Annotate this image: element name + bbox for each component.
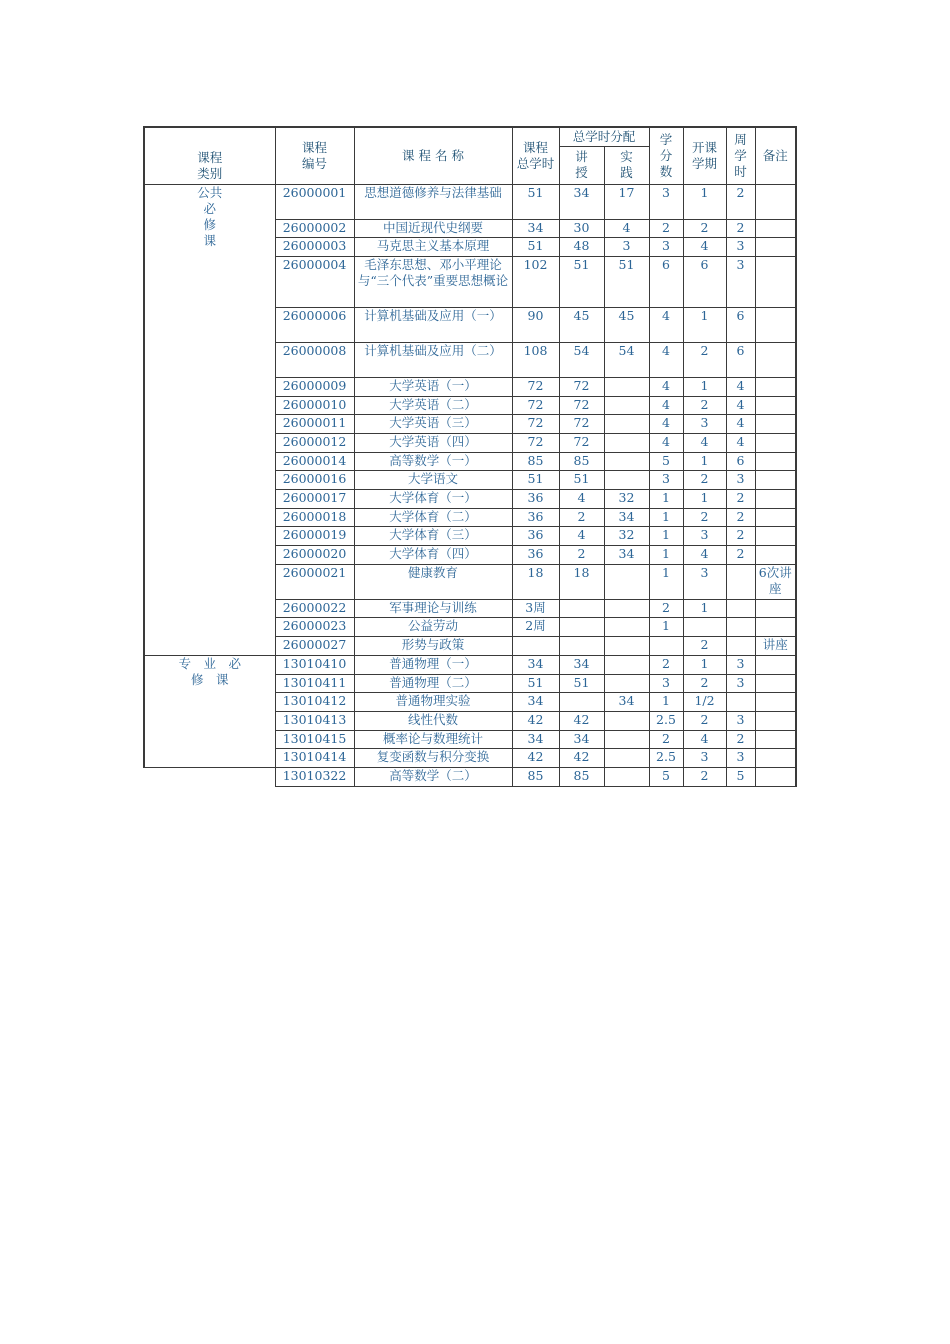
note-cell (755, 415, 796, 434)
total-cell: 51 (512, 674, 559, 693)
code-cell: 13010411 (275, 674, 354, 693)
name-cell: 复变函数与积分变换 (354, 749, 512, 768)
credit-cell: 3 (649, 471, 683, 490)
name-cell: 普通物理（一） (354, 655, 512, 674)
total-cell: 42 (512, 749, 559, 768)
code-cell: 26000027 (275, 637, 354, 656)
lecture-cell (559, 599, 604, 618)
lecture-cell: 30 (559, 219, 604, 238)
lecture-cell: 34 (559, 184, 604, 219)
credit-cell: 4 (649, 396, 683, 415)
lecture-cell: 51 (559, 471, 604, 490)
lecture-cell: 72 (559, 433, 604, 452)
name-cell: 高等数学（一） (354, 452, 512, 471)
credit-cell (649, 637, 683, 656)
total-cell: 3周 (512, 599, 559, 618)
course-rows (144, 184, 796, 786)
credit-cell: 4 (649, 415, 683, 434)
name-cell: 公益劳动 (354, 618, 512, 637)
total-cell (512, 637, 559, 656)
code-cell: 26000022 (275, 599, 354, 618)
credit-cell: 6 (649, 256, 683, 307)
name-cell: 线性代数 (354, 711, 512, 730)
weekly-cell: 3 (726, 471, 755, 490)
note-cell (755, 219, 796, 238)
credit-cell: 1 (649, 527, 683, 546)
practice-cell: 34 (604, 546, 649, 565)
category-cell (144, 655, 275, 767)
code-cell: 26000008 (275, 342, 354, 377)
weekly-cell: 4 (726, 433, 755, 452)
credit-cell: 1 (649, 508, 683, 527)
semester-cell: 2 (683, 674, 726, 693)
weekly-cell: 4 (726, 396, 755, 415)
note-cell (755, 655, 796, 674)
practice-cell (604, 471, 649, 490)
credit-cell: 2.5 (649, 749, 683, 768)
lecture-cell (559, 637, 604, 656)
code-cell: 26000003 (275, 238, 354, 257)
name-cell: 普通物理（二） (354, 674, 512, 693)
note-cell (755, 396, 796, 415)
credit-cell: 3 (649, 238, 683, 257)
header-row-top (144, 127, 796, 146)
semester-cell: 1 (683, 377, 726, 396)
practice-cell (604, 618, 649, 637)
semester-header: 开课 学期 (683, 127, 726, 184)
credit-cell: 1 (649, 618, 683, 637)
lecture-cell: 2 (559, 546, 604, 565)
weekly-cell (726, 693, 755, 712)
lecture-cell: 2 (559, 508, 604, 527)
lecture-cell: 72 (559, 377, 604, 396)
note-cell (755, 674, 796, 693)
credit-cell: 1 (649, 564, 683, 599)
code-cell: 26000017 (275, 490, 354, 509)
weekly-cell: 5 (726, 767, 755, 786)
total-cell: 36 (512, 490, 559, 509)
semester-cell: 2 (683, 711, 726, 730)
note-cell (755, 490, 796, 509)
name-cell: 大学英语（三） (354, 415, 512, 434)
name-cell: 大学体育（四） (354, 546, 512, 565)
note-cell (755, 599, 796, 618)
empty-category-cell (144, 767, 275, 786)
credit-cell: 5 (649, 767, 683, 786)
course-plan-sheet (143, 126, 797, 787)
total-cell: 34 (512, 730, 559, 749)
weekly-cell: 4 (726, 415, 755, 434)
semester-cell: 6 (683, 256, 726, 307)
weekly-cell: 3 (726, 674, 755, 693)
code-cell: 26000006 (275, 307, 354, 342)
note-cell (755, 749, 796, 768)
note-cell: 6次讲座 (755, 564, 796, 599)
credit-header: 学 分 数 (649, 127, 683, 184)
semester-cell: 3 (683, 415, 726, 434)
name-cell: 普通物理实验 (354, 693, 512, 712)
practice-cell: 34 (604, 508, 649, 527)
practice-cell (604, 637, 649, 656)
practice-cell (604, 599, 649, 618)
code-cell: 26000021 (275, 564, 354, 599)
semester-cell: 3 (683, 527, 726, 546)
total-cell: 34 (512, 655, 559, 674)
weekly-cell: 3 (726, 749, 755, 768)
name-cell: 高等数学（二） (354, 767, 512, 786)
total-cell: 36 (512, 527, 559, 546)
note-cell (755, 730, 796, 749)
course-table (143, 126, 797, 787)
semester-cell: 1 (683, 490, 726, 509)
lecture-cell (559, 693, 604, 712)
lecture-cell: 45 (559, 307, 604, 342)
semester-cell: 4 (683, 238, 726, 257)
weekly-cell: 2 (726, 490, 755, 509)
code-cell: 26000004 (275, 256, 354, 307)
weekly-cell (726, 599, 755, 618)
name-cell: 健康教育 (354, 564, 512, 599)
category-header: 课程 类别 (144, 127, 275, 184)
semester-cell: 2 (683, 471, 726, 490)
total-hours-header: 课程 总学时 (512, 127, 559, 184)
lecture-cell: 51 (559, 256, 604, 307)
total-cell: 42 (512, 711, 559, 730)
weekly-hours-header: 周 学 时 (726, 127, 755, 184)
practice-cell: 51 (604, 256, 649, 307)
code-cell: 26000010 (275, 396, 354, 415)
total-cell: 18 (512, 564, 559, 599)
total-cell: 108 (512, 342, 559, 377)
total-cell: 72 (512, 377, 559, 396)
name-header: 课 程 名 称 (354, 127, 512, 184)
weekly-cell (726, 618, 755, 637)
practice-cell: 17 (604, 184, 649, 219)
hours-distribution-header: 总学时分配 (559, 127, 649, 146)
lecture-cell: 51 (559, 674, 604, 693)
code-cell: 26000023 (275, 618, 354, 637)
practice-cell: 45 (604, 307, 649, 342)
total-cell: 102 (512, 256, 559, 307)
practice-cell (604, 415, 649, 434)
note-cell (755, 471, 796, 490)
credit-cell: 4 (649, 433, 683, 452)
practice-cell (604, 377, 649, 396)
practice-cell (604, 452, 649, 471)
note-cell (755, 508, 796, 527)
weekly-cell: 2 (726, 508, 755, 527)
code-cell: 26000019 (275, 527, 354, 546)
note-cell (755, 238, 796, 257)
weekly-cell: 3 (726, 711, 755, 730)
code-cell: 13010415 (275, 730, 354, 749)
weekly-cell: 2 (726, 730, 755, 749)
note-cell (755, 693, 796, 712)
weekly-cell: 6 (726, 307, 755, 342)
category-label: 专 业 必 修 课 (178, 655, 241, 687)
lecture-cell: 4 (559, 490, 604, 509)
code-cell: 26000016 (275, 471, 354, 490)
note-cell (755, 307, 796, 342)
practice-cell (604, 711, 649, 730)
lecture-cell: 34 (559, 655, 604, 674)
weekly-cell: 2 (726, 219, 755, 238)
total-cell: 51 (512, 471, 559, 490)
name-cell: 大学英语（四） (354, 433, 512, 452)
note-cell (755, 377, 796, 396)
name-cell: 军事理论与训练 (354, 599, 512, 618)
lecture-cell: 72 (559, 415, 604, 434)
code-header: 课程 编号 (275, 127, 354, 184)
note-cell (755, 618, 796, 637)
semester-cell: 4 (683, 546, 726, 565)
table-row (144, 184, 796, 219)
credit-cell: 5 (649, 452, 683, 471)
note-cell (755, 342, 796, 377)
note-cell (755, 433, 796, 452)
lecture-cell: 54 (559, 342, 604, 377)
practice-cell (604, 396, 649, 415)
credit-cell: 1 (649, 693, 683, 712)
code-cell: 13010412 (275, 693, 354, 712)
table-row (144, 767, 796, 786)
lecture-cell: 72 (559, 396, 604, 415)
total-cell: 72 (512, 433, 559, 452)
name-cell: 毛泽东思想、邓小平理论与“三个代表”重要思想概论 (354, 256, 512, 307)
code-cell: 13010413 (275, 711, 354, 730)
name-cell: 计算机基础及应用（一） (354, 307, 512, 342)
practice-cell (604, 767, 649, 786)
semester-cell: 2 (683, 342, 726, 377)
lecture-cell: 48 (559, 238, 604, 257)
name-cell: 形势与政策 (354, 637, 512, 656)
practice-cell: 32 (604, 490, 649, 509)
semester-cell: 2 (683, 508, 726, 527)
lecture-cell (559, 618, 604, 637)
semester-cell: 2 (683, 396, 726, 415)
weekly-cell: 4 (726, 377, 755, 396)
total-cell: 34 (512, 693, 559, 712)
total-cell: 36 (512, 546, 559, 565)
practice-cell: 34 (604, 693, 649, 712)
weekly-cell: 3 (726, 655, 755, 674)
weekly-cell: 2 (726, 546, 755, 565)
note-cell (755, 546, 796, 565)
name-cell: 思想道德修养与法律基础 (354, 184, 512, 219)
semester-cell: 1/2 (683, 693, 726, 712)
lecture-cell: 42 (559, 749, 604, 768)
practice-cell: 3 (604, 238, 649, 257)
table-row (144, 655, 796, 674)
note-header: 备注 (755, 127, 796, 184)
name-cell: 大学英语（二） (354, 396, 512, 415)
weekly-cell (726, 564, 755, 599)
weekly-cell: 3 (726, 256, 755, 307)
credit-cell: 3 (649, 674, 683, 693)
credit-cell: 2 (649, 730, 683, 749)
code-cell: 13010410 (275, 655, 354, 674)
credit-cell: 4 (649, 377, 683, 396)
practice-cell: 4 (604, 219, 649, 238)
practice-cell (604, 433, 649, 452)
total-cell: 51 (512, 184, 559, 219)
lecture-cell: 18 (559, 564, 604, 599)
practice-cell (604, 730, 649, 749)
code-cell: 26000014 (275, 452, 354, 471)
note-cell (755, 256, 796, 307)
semester-cell: 1 (683, 307, 726, 342)
semester-cell: 1 (683, 599, 726, 618)
credit-cell: 4 (649, 342, 683, 377)
total-cell: 51 (512, 238, 559, 257)
total-cell: 2周 (512, 618, 559, 637)
credit-cell: 2 (649, 599, 683, 618)
weekly-cell: 6 (726, 452, 755, 471)
note-cell (755, 767, 796, 786)
category-cell (144, 184, 275, 655)
practice-header: 实 践 (604, 146, 649, 184)
lecture-header: 讲 授 (559, 146, 604, 184)
total-cell: 72 (512, 396, 559, 415)
category-label: 公共 必 修 课 (197, 184, 223, 248)
lecture-cell: 85 (559, 767, 604, 786)
code-cell: 26000002 (275, 219, 354, 238)
semester-cell: 1 (683, 184, 726, 219)
name-cell: 大学体育（二） (354, 508, 512, 527)
code-cell: 26000020 (275, 546, 354, 565)
semester-cell: 2 (683, 767, 726, 786)
weekly-cell: 3 (726, 238, 755, 257)
semester-cell: 2 (683, 637, 726, 656)
practice-cell (604, 674, 649, 693)
practice-cell: 54 (604, 342, 649, 377)
credit-cell: 1 (649, 546, 683, 565)
total-cell: 90 (512, 307, 559, 342)
lecture-cell: 42 (559, 711, 604, 730)
total-cell: 34 (512, 219, 559, 238)
total-cell: 36 (512, 508, 559, 527)
semester-cell: 3 (683, 749, 726, 768)
name-cell: 计算机基础及应用（二） (354, 342, 512, 377)
code-cell: 26000011 (275, 415, 354, 434)
credit-cell: 2 (649, 655, 683, 674)
code-cell: 13010322 (275, 767, 354, 786)
total-cell: 72 (512, 415, 559, 434)
practice-cell (604, 564, 649, 599)
note-cell (755, 711, 796, 730)
semester-cell: 2 (683, 219, 726, 238)
note-cell (755, 527, 796, 546)
weekly-cell: 2 (726, 184, 755, 219)
total-cell: 85 (512, 767, 559, 786)
credit-cell: 1 (649, 490, 683, 509)
name-cell: 大学英语（一） (354, 377, 512, 396)
credit-cell: 3 (649, 184, 683, 219)
name-cell: 大学体育（三） (354, 527, 512, 546)
credit-cell: 2 (649, 219, 683, 238)
note-cell (755, 452, 796, 471)
semester-cell: 4 (683, 730, 726, 749)
name-cell: 中国近现代史纲要 (354, 219, 512, 238)
lecture-cell: 85 (559, 452, 604, 471)
semester-cell: 3 (683, 564, 726, 599)
note-cell (755, 184, 796, 219)
semester-cell (683, 618, 726, 637)
semester-cell: 4 (683, 433, 726, 452)
code-cell: 26000001 (275, 184, 354, 219)
practice-cell (604, 749, 649, 768)
total-cell: 85 (512, 452, 559, 471)
name-cell: 概率论与数理统计 (354, 730, 512, 749)
weekly-cell (726, 637, 755, 656)
weekly-cell: 2 (726, 527, 755, 546)
name-cell: 大学体育（一） (354, 490, 512, 509)
practice-cell: 32 (604, 527, 649, 546)
code-cell: 26000012 (275, 433, 354, 452)
lecture-cell: 34 (559, 730, 604, 749)
weekly-cell: 6 (726, 342, 755, 377)
semester-cell: 1 (683, 655, 726, 674)
code-cell: 26000018 (275, 508, 354, 527)
note-cell: 讲座 (755, 637, 796, 656)
code-cell: 13010414 (275, 749, 354, 768)
credit-cell: 4 (649, 307, 683, 342)
credit-cell: 2.5 (649, 711, 683, 730)
name-cell: 大学语文 (354, 471, 512, 490)
practice-cell (604, 655, 649, 674)
lecture-cell: 4 (559, 527, 604, 546)
semester-cell: 1 (683, 452, 726, 471)
code-cell: 26000009 (275, 377, 354, 396)
name-cell: 马克思主义基本原理 (354, 238, 512, 257)
